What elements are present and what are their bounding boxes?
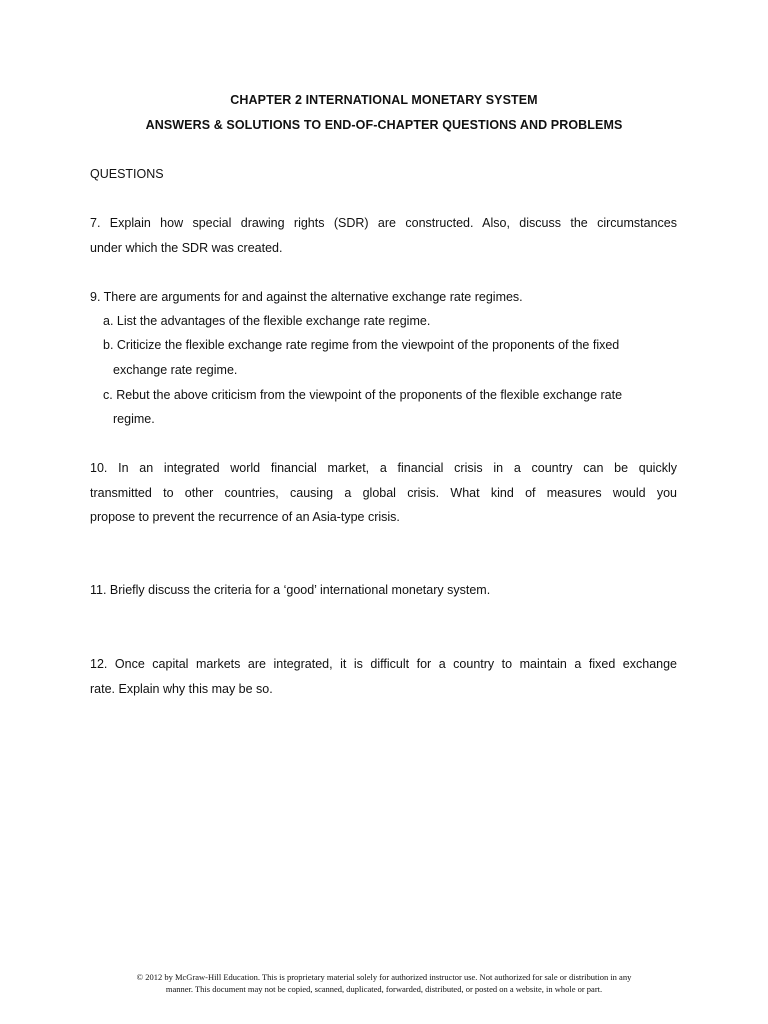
question-7 — [90, 211, 677, 260]
question-10-line-1: 10. In an integrated world financial market, a financial crisis in a country can be quickly — [90, 461, 677, 475]
question-10-line-3: propose to prevent the recurrence of an Asia-type crisis. — [90, 510, 400, 524]
question-12 — [90, 652, 677, 701]
copyright-footer — [0, 971, 768, 995]
question-10-line-2: transmitted to other countries, causing a global crisis. What kind of measures would you — [90, 485, 677, 500]
question-12-line-2: rate. Explain why this may be so. — [90, 681, 273, 696]
question-12-line-1: 12. Once capital markets are integrated, it is difficult for a country to maintain a fixed exchange — [90, 657, 677, 671]
question-9-part-c-line-2: regime. — [113, 412, 155, 426]
copyright-footer-line-2: manner. This document may not be copied, scanned, duplicated, forwarded, distributed, or posted on a website, in whole or part. — [165, 984, 603, 994]
question-9-part-a: a. List the advantages of the flexible exchange rate regime. — [103, 314, 431, 328]
question-9-part-b-line-2: exchange rate regime. — [113, 363, 238, 377]
question-7-line-2: under which the SDR was created. — [90, 240, 283, 255]
question-10 — [90, 456, 677, 530]
question-9-part-b-line-1: b. Criticize the flexible exchange rate regime from the viewpoint of the proponents of the fixed — [103, 338, 620, 352]
chapter-title: CHAPTER 2 INTERNATIONAL MONETARY SYSTEM — [230, 93, 538, 107]
question-11-line-1: 11. Briefly discuss the criteria for a ‘good’ international monetary system. — [90, 583, 491, 597]
question-9-intro — [90, 285, 677, 310]
chapter-subtitle: ANSWERS & SOLUTIONS TO END-OF-CHAPTER QUESTIONS AND PROBLEMS — [145, 118, 623, 132]
question-11 — [90, 578, 677, 603]
question-7-line-1: 7. Explain how special drawing rights (SDR) are constructed. Also, discuss the circumstances — [90, 216, 677, 230]
copyright-footer-line-1: © 2012 by McGraw-Hill Education. This is proprietary material solely for authorized instructor use. Not authorized for sale or distribution in any — [136, 972, 632, 982]
question-9-intro-text: 9. There are arguments for and against the alternative exchange rate regimes. — [90, 290, 523, 304]
section-label-questions: QUESTIONS — [90, 167, 164, 181]
question-9-part-c-line-1: c. Rebut the above criticism from the viewpoint of the proponents of the flexible exchange rate — [103, 388, 623, 402]
